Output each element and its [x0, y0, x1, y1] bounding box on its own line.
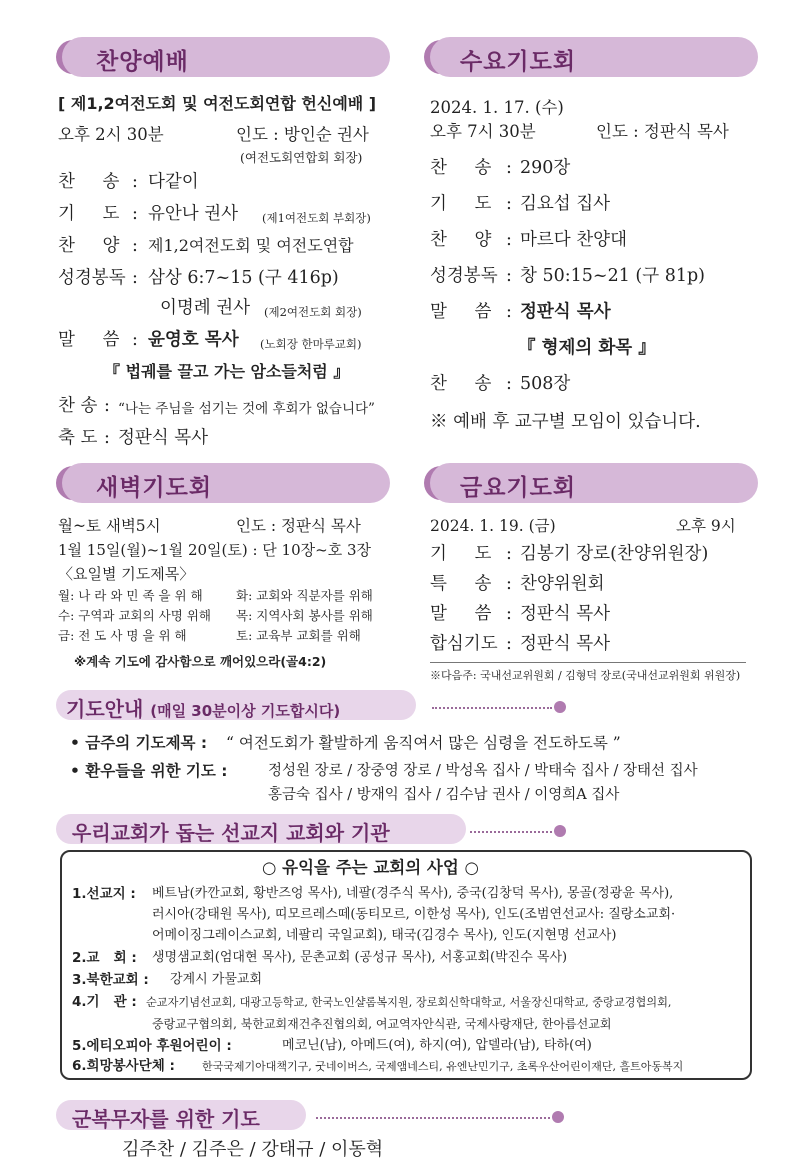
sunday-sermon-value: 윤영호 목사 [148, 330, 239, 350]
wednesday-row-value: 창 50:15~21 (구 81p) [520, 266, 705, 286]
sunday-reader2-note: (제2여전도회 회장) [264, 305, 362, 319]
mission-item-line: 강계시 가물교회 [170, 972, 263, 987]
mission-item-line: 생명샘교회(엄대현 목사), 문촌교회 (공성규 목사), 서홍교회(박진수 목사) [152, 950, 568, 965]
colon: : [506, 230, 512, 250]
military-title: 군복무자를 위한 기도 [72, 1107, 260, 1131]
sunday-row-note: (제1여전도회 부회장) [262, 211, 371, 225]
colon: : [506, 634, 512, 654]
sunday-sermon-title: 『 법궤를 끌고 가는 암소들처럼 』 [104, 362, 350, 381]
patients-label: • 환우들을 위한 기도 : [70, 762, 228, 780]
friday-row-label: 특 송 [430, 574, 492, 594]
missions-dots [470, 831, 552, 833]
friday-row-label: 말 씀 [430, 604, 492, 624]
dawn-title: 새벽기도회 [96, 475, 213, 501]
mission-item-label: 2.교 회 : [72, 950, 137, 966]
dawn-topic: 금: 전 도 사 명 을 위 해 [58, 628, 187, 643]
wednesday-closing-label: 찬 송 [430, 374, 492, 394]
colon: : [132, 268, 138, 288]
patients-line: 정성원 장로 / 장중영 장로 / 박성옥 집사 / 박태숙 집사 / 장태선 집사 [268, 763, 698, 779]
mission-item-label: 1.선교지 : [72, 886, 136, 902]
prayer-topic-value: “ 여전도회가 활발하게 움직여서 많은 심령을 전도하도록 ” [226, 734, 621, 752]
sunday-leader-note: (여전도회연합회 회장) [240, 150, 363, 165]
sunday-title: 찬양예배 [96, 49, 189, 75]
sunday-sermon-note: (노회장 한마루교회) [260, 337, 362, 351]
mission-item-line: 러시아(강태원 목사), 띠모르레스떼(동티모르, 이한성 목사), 인도(조범연선교사: 질랑소교회· [152, 907, 676, 922]
friday-row-value: 찬양위원회 [520, 574, 605, 594]
missions-dot [554, 825, 566, 837]
colon: : [506, 604, 512, 624]
dawn-verse: ※계속 기도에 감사함으로 깨어있으라(골4:2) [74, 654, 327, 669]
sunday-time: 오후 2시 30분 [58, 125, 164, 144]
colon: : [506, 158, 512, 178]
missions-box-title: ○ 유익을 주는 교회의 사업 ○ [262, 858, 479, 877]
colon: : [104, 396, 110, 416]
mission-item-line: 메코닌(남), 아메드(여), 하지(여), 압델라(남), 타하(여) [282, 1038, 592, 1053]
mission-item-label: 4.기 관 : [72, 994, 137, 1010]
mission-item-label: 6.희망봉사단체 : [72, 1058, 175, 1074]
military-dots [316, 1117, 550, 1119]
friday-title: 금요기도회 [460, 475, 577, 501]
colon: : [132, 330, 138, 350]
wednesday-closing-value: 508장 [520, 374, 571, 394]
wednesday-title: 수요기도회 [460, 49, 577, 75]
sunday-leader: 인도 : 방인순 권사 [236, 125, 369, 144]
wednesday-row-value: 정판식 목사 [520, 302, 611, 322]
sunday-row-value: 다같이 [148, 172, 199, 192]
sunday-subtitle: [ 제1,2여전도회 및 여전도회연합 헌신예배 ] [58, 94, 377, 113]
dawn-topic: 토: 교육부 교회를 위해 [236, 628, 361, 643]
mission-item-line: 중랑교구협의회, 북한교회재건추진협의회, 여교역자안식관, 국제사랑재단, 한아름선교회 [152, 1017, 612, 1031]
wednesday-sermon-title: 『 형제의 화목 』 [518, 338, 656, 358]
friday-row-value: 정판식 목사 [520, 634, 611, 654]
wednesday-row-label: 기 도 [430, 194, 492, 214]
dawn-time: 월~토 새벽5시 [58, 517, 161, 535]
colon: : [506, 574, 512, 594]
sunday-row-label: 기 도 [58, 204, 120, 224]
mission-item-line: 한국국제기아대책기구, 굿네이버스, 국제앰네스티, 유엔난민기구, 초록우산어린이재단, 흘트아동복지 [202, 1060, 684, 1073]
sunday-sermon-label: 말 씀 [58, 330, 120, 350]
wednesday-row-label: 성경봉독 [430, 266, 498, 286]
sunday-row-value: 제1,2여전도회 및 여전도연합 [148, 236, 354, 255]
colon: : [506, 302, 512, 322]
sunday-row-label: 찬 양 [58, 236, 120, 256]
dawn-topic: 목: 지역사회 봉사를 위해 [236, 608, 373, 623]
colon: : [506, 266, 512, 286]
prayer-guide-dots [432, 707, 552, 709]
colon: : [506, 374, 512, 394]
sunday-row-label: 찬 송 [58, 172, 120, 192]
mission-item-line: 베트남(카깐교회, 황반즈엉 목사), 네팔(경주식 목사), 중국(김창덕 목사), 몽골(정광윤 목사), [152, 886, 674, 901]
dawn-schedule: 1월 15일(월)~1월 20일(토) : 단 10장~호 3장 [58, 541, 371, 559]
wednesday-row-label: 찬 송 [430, 158, 492, 178]
dawn-leader: 인도 : 정판식 목사 [236, 517, 361, 535]
wednesday-row-value: 마르다 찬양대 [520, 230, 627, 250]
prayer-topic-label: • 금주의 기도제목 : [70, 734, 208, 752]
patients-line: 홍금숙 집사 / 방재익 집사 / 김수남 권사 / 이영희A 집사 [268, 787, 620, 803]
sunday-row-label: 성경봉독 [58, 268, 126, 288]
military-dot [552, 1111, 564, 1123]
colon: : [132, 172, 138, 192]
wednesday-leader: 인도 : 정판식 목사 [596, 122, 729, 141]
colon: : [104, 428, 110, 448]
wednesday-notice: ※ 예배 후 교구별 모임이 있습니다. [430, 412, 701, 432]
dawn-topic: 월: 나 라 와 민 족 을 위 해 [58, 588, 203, 603]
wednesday-row-label: 찬 양 [430, 230, 492, 250]
prayer-guide-title-sub: (매일 30분이상 기도합시다) [150, 702, 341, 720]
missions-title: 우리교회가 돕는 선교지 교회와 기관 [72, 821, 390, 845]
sunday-reader2: 이명례 권사 [160, 298, 251, 318]
colon: : [132, 236, 138, 256]
sunday-closing-value: “나는 주님을 섬기는 것에 후회가 없습니다” [118, 401, 375, 417]
prayer-guide-dot [554, 701, 566, 713]
friday-next: ※다음주: 국내선교위원회 / 김형덕 장로(국내선교위원회 위원장) [430, 669, 741, 682]
dawn-topics-header: 〈요일별 기도제목〉 [58, 565, 195, 583]
wednesday-row-label: 말 씀 [430, 302, 492, 322]
mission-item-line: 순교자기념선교회, 대광고등학교, 한국노인샬롬복지원, 장로회신학대학교, 서울장신대학교, 중랑교경협의회, [146, 996, 672, 1009]
friday-row-label: 기 도 [430, 544, 492, 564]
sunday-row-value: 삼상 6:7~15 (구 416p) [148, 268, 339, 288]
prayer-guide-title-main: 기도안내 [66, 697, 144, 721]
mission-item-label: 5.에티오피아 후원어린이 : [72, 1038, 232, 1054]
friday-time: 오후 9시 [676, 517, 736, 535]
wednesday-row-value: 290장 [520, 158, 571, 178]
wednesday-row-value: 김요섭 집사 [520, 194, 611, 214]
military-names: 김주찬 / 김주은 / 강태규 / 이동혁 [122, 1139, 384, 1160]
colon: : [506, 194, 512, 214]
mission-item-line: 어메이징그레이스교회, 네팔리 국일교회), 태국(김경수 목사), 인도(지현명 선교사) [152, 928, 617, 943]
friday-row-value: 정판식 목사 [520, 604, 611, 624]
dawn-topic: 수: 구역과 교회의 사명 위해 [58, 608, 211, 623]
dawn-topic: 화: 교회와 직분자를 위해 [236, 588, 373, 603]
friday-divider [430, 662, 746, 663]
sunday-bless-label: 축 도 [58, 428, 98, 448]
colon: : [132, 204, 138, 224]
wednesday-time: 오후 7시 30분 [430, 122, 536, 141]
sunday-bless-value: 정판식 목사 [118, 428, 209, 448]
sunday-closing-label: 찬 송 [58, 396, 98, 416]
friday-row-label: 합심기도 [430, 634, 498, 654]
mission-item-label: 3.북한교회 : [72, 972, 149, 988]
colon: : [506, 544, 512, 564]
friday-date: 2024. 1. 19. (금) [430, 517, 556, 535]
sunday-row-value: 유안나 권사 [148, 204, 239, 224]
wednesday-date: 2024. 1. 17. (수) [430, 98, 564, 117]
friday-row-value: 김봉기 장로(찬양위원장) [520, 544, 709, 564]
prayer-guide-title [66, 693, 340, 722]
